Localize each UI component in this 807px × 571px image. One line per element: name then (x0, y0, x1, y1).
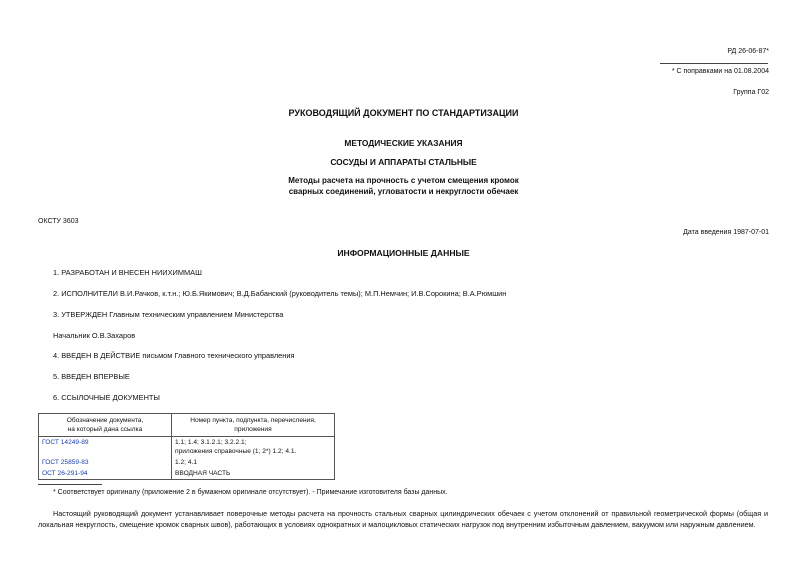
footnote-rule (38, 484, 102, 485)
subject-title: СОСУДЫ И АППАРАТЫ СТАЛЬНЫЕ (330, 157, 477, 167)
body-paragraph: Настоящий руководящий документ устанавливает поверочные методы расчета на прочность стальных сварных цилиндрических обечаек с учетом отклонений от правильной геометрической формы (общая и локальная некруглость, смещение кромок сварных швов), работающих в условиях однократных и малоцикловых статических нагрузок под внутренним избыточным давлением, вакуумом или наружным давлением. (38, 509, 768, 529)
doc-link-ost-26-291[interactable]: ОСТ 26-291-94 (42, 470, 88, 477)
clause-ref: ВВОДНАЯ ЧАСТЬ (175, 470, 231, 477)
doc-link-gost-14249[interactable]: ГОСТ 14249-89 (42, 439, 89, 446)
clause-ref: 1.1; 1.4; 3.1.2.1; 3.2.2.1; (175, 439, 247, 446)
subtitle-line-1: Методы расчета на прочность с учетом смещения кромок (288, 176, 519, 185)
column-header-document: Обозначение документа, на который дана ссылка (39, 414, 172, 437)
info-chief: Начальник О.В.Захаров (53, 331, 136, 340)
column-header-clause: Номер пункта, подпункта, перечисления, приложения (172, 414, 335, 437)
reference-documents-table (38, 413, 335, 480)
subtitle-line-2: сварных соединений, угловатости и некруглости обечаек (288, 187, 519, 196)
table-row (39, 457, 335, 468)
section-title: МЕТОДИЧЕСКИЕ УКАЗАНИЯ (344, 138, 463, 148)
info-item-approved: 3. УТВЕРЖДЕН Главным техническим управлением Министерства (53, 310, 284, 319)
group-label: Группа Г02 (733, 89, 769, 96)
info-item-developed: 1. РАЗРАБОТАН И ВНЕСЕН НИИХИММАШ (53, 268, 202, 277)
table-header-row (39, 414, 335, 437)
info-heading: ИНФОРМАЦИОННЫЕ ДАННЫЕ (337, 248, 470, 258)
info-item-authors: 2. ИСПОЛНИТЕЛИ В.И.Рачков, к.т.н.; Ю.Б.Якимович; В.Д.Бабанский (руководитель темы); М.П.Немчин; И.В.Сорокина; В.А.Рюмшин (53, 289, 507, 298)
table-row (39, 437, 335, 458)
table-row (39, 468, 335, 480)
footnote: * Соответствует оригиналу (приложение 2 в бумажном оригинале отсутствует). - Примечание изготовителя базы данных. (53, 489, 448, 496)
clause-ref-continued: приложения справочные (1; 2*) 1.2; 4.1. (175, 448, 297, 455)
doc-link-gost-25859[interactable]: ГОСТ 25859-83 (42, 459, 89, 466)
introduction-date: Дата введения 1987-07-01 (683, 229, 769, 236)
info-item-refs: 6. ССЫЛОЧНЫЕ ДОКУМЕНТЫ (53, 393, 160, 402)
info-item-enacted: 4. ВВЕДЕН В ДЕЙСТВИЕ письмом Главного технического управления (53, 351, 295, 360)
amendment-rule (660, 63, 768, 64)
document-code: РД 26-06-87* (727, 48, 769, 55)
clause-ref: 1.2; 4.1 (175, 459, 197, 466)
amendment-note: * С поправками на 01.08.2004 (671, 68, 769, 75)
document-main-title: РУКОВОДЯЩИЙ ДОКУМЕНТ ПО СТАНДАРТИЗАЦИИ (288, 108, 519, 118)
okstu-code: ОКСТУ 3603 (38, 218, 79, 225)
info-item-first: 5. ВВЕДЕН ВПЕРВЫЕ (53, 372, 130, 381)
